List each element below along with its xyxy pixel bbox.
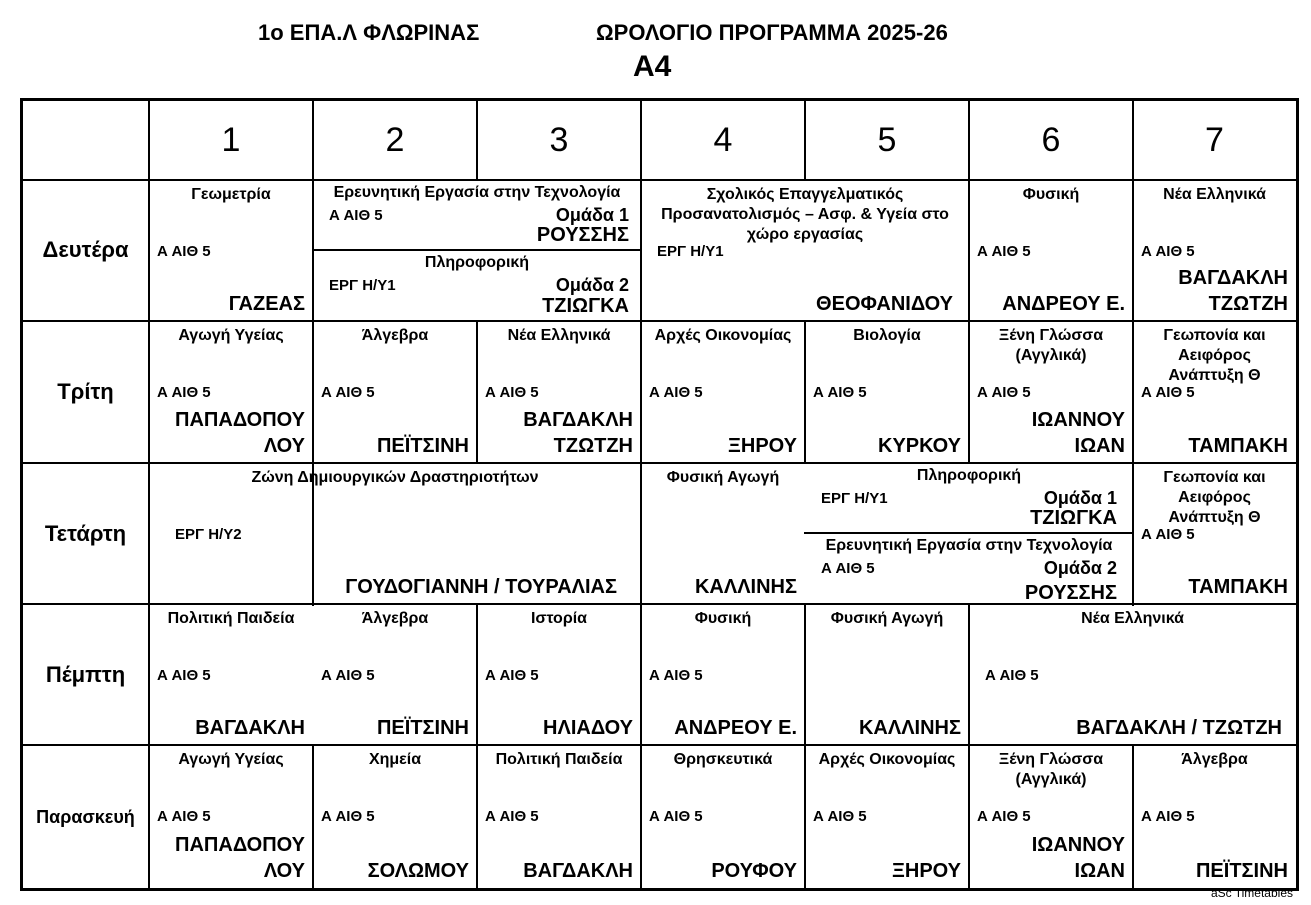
lesson-teacher: ΚΑΛΛΙΝΗΣ <box>858 717 961 739</box>
lesson-cell <box>969 605 1296 745</box>
lesson-room: Α ΑΙΘ 5 <box>821 560 875 577</box>
lesson-cell <box>969 181 1133 321</box>
lesson-teacher: ΓΟΥΔΟΓΙΑΝΝΗ / ΤΟΥΡΑΛΙΑΣ <box>345 576 617 598</box>
lesson-subject: Φυσική <box>694 610 752 627</box>
lesson-group: Ομάδα 2 <box>555 275 629 295</box>
school-name: 1ο ΕΠΑ.Λ ΦΛΩΡΙΝΑΣ <box>258 20 480 45</box>
lesson-room: Α ΑΙΘ 5 <box>977 808 1031 825</box>
lesson-subject: Σχολικός Επαγγελματικός Προσανατολισμός – Ασφ. & Υγεία στο χώρο εργασίας <box>661 186 949 243</box>
lesson-subject: Πολιτική Παιδεία <box>167 610 295 627</box>
lesson-teacher: ΒΑΓΔΑΚΛΗ <box>523 860 633 882</box>
lesson-cell <box>149 746 313 888</box>
lesson-cell <box>1133 322 1296 463</box>
lesson-room: Α ΑΙΘ 5 <box>157 243 211 260</box>
lesson-cell-group-1 <box>313 181 641 250</box>
lesson-teacher: ΤΖΙΩΓΚΑ <box>1030 507 1117 529</box>
lesson-teacher: ΚΥΡΚΟΥ <box>878 435 961 457</box>
lesson-teacher: ΓΑΖΕΑΣ <box>228 293 305 315</box>
lesson-subject: Ερευνητική Εργασία στην Τεχνολογία <box>825 537 1113 554</box>
lesson-subject: Χημεία <box>368 751 422 768</box>
lesson-teacher: ΡΟΥΣΣΗΣ <box>536 224 629 246</box>
lesson-cell <box>149 181 313 321</box>
lesson-room: ΕΡΓ Η/Υ1 <box>821 490 888 507</box>
lesson-room: Α ΑΙΘ 5 <box>649 384 703 401</box>
lesson-cell <box>641 746 805 888</box>
lesson-room: Α ΑΙΘ 5 <box>157 808 211 825</box>
lesson-cell <box>641 464 805 604</box>
lesson-room: Α ΑΙΘ 5 <box>1141 808 1195 825</box>
lesson-cell <box>149 605 313 745</box>
lesson-subject: Ερευνητική Εργασία στην Τεχνολογία <box>333 184 621 201</box>
lesson-room: Α ΑΙΘ 5 <box>649 808 703 825</box>
lesson-subject: Πληροφορική <box>916 467 1022 484</box>
lesson-teacher: ΣΟΛΩΜΟΥ <box>367 860 469 882</box>
lesson-subject: Φυσική Αγωγή <box>830 610 944 627</box>
lesson-cell-group-2 <box>313 251 641 321</box>
lesson-room: Α ΑΙΘ 5 <box>485 808 539 825</box>
lesson-cell <box>805 322 969 463</box>
period-1: 1 <box>221 121 241 159</box>
lesson-subject: Ζώνη Δημιουργικών Δραστηριοτήτων <box>251 469 539 486</box>
lesson-cell <box>969 746 1133 888</box>
lesson-cell-group-2 <box>805 534 1133 604</box>
lesson-room: Α ΑΙΘ 5 <box>1141 526 1195 543</box>
period-3: 3 <box>549 121 569 159</box>
lesson-subject: Γεωπονία και Αειφόρος Ανάπτυξη Θ <box>1163 469 1266 526</box>
lesson-room: ΕΡΓ Η/Υ2 <box>175 526 242 543</box>
period-7: 7 <box>1205 121 1224 159</box>
lesson-room: Α ΑΙΘ 5 <box>813 384 867 401</box>
lesson-room: Α ΑΙΘ 5 <box>985 667 1039 684</box>
lesson-subject: Πολιτική Παιδεία <box>495 751 623 768</box>
lesson-subject: Φυσική <box>1022 186 1080 203</box>
lesson-teacher: ΙΩΑΝΝΟΥ ΙΩΑΝ <box>1031 409 1125 457</box>
lesson-room: Α ΑΙΘ 5 <box>321 667 375 684</box>
lesson-teacher: ΙΩΑΝΝΟΥ ΙΩΑΝ <box>1031 834 1125 882</box>
lesson-teacher: ΠΕΪΤΣΙΝΗ <box>376 435 469 457</box>
lesson-cell-group-1 <box>805 464 1133 533</box>
lesson-cell <box>969 322 1133 463</box>
lesson-teacher: ΒΑΓΔΑΚΛΗ ΤΖΩΤΖΗ <box>523 409 633 457</box>
lesson-room: Α ΑΙΘ 5 <box>649 667 703 684</box>
period-6: 6 <box>1041 121 1061 159</box>
lesson-subject: Αγωγή Υγείας <box>178 327 284 344</box>
lesson-cell <box>477 746 641 888</box>
lesson-group: Ομάδα 1 <box>1043 488 1117 508</box>
lesson-teacher: ΒΑΓΔΑΚΛΗ / ΤΖΩΤΖΗ <box>1076 717 1282 739</box>
lesson-teacher: ΑΝΔΡΕΟΥ Ε. <box>1002 293 1125 315</box>
lesson-subject: Νέα Ελληνικά <box>1163 186 1266 203</box>
lesson-group: Ομάδα 2 <box>1043 558 1117 578</box>
lesson-subject: Αρχές Οικονομίας <box>654 327 792 344</box>
lesson-room: Α ΑΙΘ 5 <box>157 384 211 401</box>
lesson-teacher: ΒΑΓΔΑΚΛΗ ΤΖΩΤΖΗ <box>1178 267 1288 315</box>
lesson-room: Α ΑΙΘ 5 <box>485 384 539 401</box>
lesson-subject: Άλγεβρα <box>361 327 429 344</box>
lesson-room: Α ΑΙΘ 5 <box>1141 384 1195 401</box>
footer-credit: aSc Timetables <box>1210 886 1293 900</box>
lesson-cell <box>1133 746 1296 888</box>
lesson-cell <box>641 605 805 745</box>
lesson-cell <box>149 464 641 604</box>
period-2: 2 <box>385 121 405 159</box>
lesson-subject: Νέα Ελληνικά <box>507 327 611 344</box>
period-5: 5 <box>877 121 897 159</box>
lesson-teacher: ΤΑΜΠΑΚΗ <box>1188 435 1288 457</box>
lesson-room: Α ΑΙΘ 5 <box>321 808 375 825</box>
lesson-subject: Φυσική Αγωγή <box>666 469 780 486</box>
lesson-teacher: ΞΗΡΟΥ <box>892 860 961 882</box>
lesson-subject: Θρησκευτικά <box>673 751 773 768</box>
lesson-room: Α ΑΙΘ 5 <box>157 667 211 684</box>
lesson-cell <box>477 605 641 745</box>
lesson-teacher: ΡΟΥΣΣΗΣ <box>1024 582 1117 604</box>
lesson-cell <box>313 322 477 463</box>
timetable-grid <box>20 98 1299 891</box>
lesson-subject: Αρχές Οικονομίας <box>818 751 956 768</box>
lesson-subject: Πληροφορική <box>424 254 530 271</box>
lesson-subject: Νέα Ελληνικά <box>1081 610 1184 627</box>
day-thursday: Πέμπτη <box>45 662 126 687</box>
lesson-cell <box>313 746 477 888</box>
lesson-subject: Άλγεβρα <box>1181 751 1248 768</box>
lesson-teacher: ΠΕΪΤΣΙΝΗ <box>1195 860 1288 882</box>
lesson-teacher: ΠΑΠΑΔΟΠΟΥ ΛΟΥ <box>175 409 305 457</box>
lesson-cell <box>641 322 805 463</box>
day-monday: Δευτέρα <box>42 237 129 262</box>
lesson-teacher: ΤΑΜΠΑΚΗ <box>1188 576 1288 598</box>
lesson-subject: Βιολογία <box>853 327 921 344</box>
lesson-cell <box>641 181 969 321</box>
lesson-teacher: ΠΑΠΑΔΟΠΟΥ ΛΟΥ <box>175 834 305 882</box>
lesson-room: Α ΑΙΘ 5 <box>977 243 1031 260</box>
lesson-subject: Αγωγή Υγείας <box>178 751 284 768</box>
lesson-teacher: ΗΛΙΑΔΟΥ <box>543 717 633 739</box>
lesson-teacher: ΤΖΙΩΓΚΑ <box>542 295 629 317</box>
lesson-cell <box>805 605 969 745</box>
lesson-teacher: ΘΕΟΦΑΝΙΔΟΥ <box>816 293 953 315</box>
lesson-teacher: ΑΝΔΡΕΟΥ Ε. <box>674 717 797 739</box>
lesson-teacher: ΠΕΪΤΣΙΝΗ <box>376 717 469 739</box>
lesson-teacher: ΡΟΥΦΟΥ <box>711 860 797 882</box>
lesson-cell <box>313 605 477 745</box>
class-name: Α4 <box>633 50 672 83</box>
lesson-room: Α ΑΙΘ 5 <box>977 384 1031 401</box>
lesson-group: Ομάδα 1 <box>555 205 629 225</box>
lesson-cell <box>805 746 969 888</box>
lesson-room: Α ΑΙΘ 5 <box>813 808 867 825</box>
lesson-cell <box>1133 464 1296 604</box>
lesson-subject: Ιστορία <box>530 610 588 627</box>
lesson-teacher: ΞΗΡΟΥ <box>728 435 797 457</box>
lesson-subject: Ξένη Γλώσσα (Αγγλικά) <box>998 751 1104 788</box>
lesson-teacher: ΚΑΛΛΙΝΗΣ <box>694 576 797 598</box>
lesson-room: Α ΑΙΘ 5 <box>329 207 383 224</box>
lesson-subject: Ξένη Γλώσσα (Αγγλικά) <box>998 327 1104 364</box>
day-tuesday: Τρίτη <box>57 379 114 404</box>
lesson-teacher: ΒΑΓΔΑΚΛΗ <box>195 717 305 739</box>
period-4: 4 <box>713 121 733 159</box>
day-wednesday: Τετάρτη <box>44 521 127 546</box>
lesson-subject: Γεωπονία και Αειφόρος Ανάπτυξη Θ <box>1163 327 1266 384</box>
lesson-cell <box>149 322 313 463</box>
lesson-room: ΕΡΓ Η/Υ1 <box>657 243 724 260</box>
lesson-subject: Γεωμετρία <box>191 186 271 203</box>
lesson-subject: Άλγεβρα <box>361 610 429 627</box>
timetable-title: ΩΡΟΛΟΓΙΟ ΠΡΟΓΡΑΜΜΑ 2025-26 <box>596 20 948 45</box>
lesson-cell <box>1133 181 1296 321</box>
lesson-room: ΕΡΓ Η/Υ1 <box>329 277 396 294</box>
lesson-room: Α ΑΙΘ 5 <box>485 667 539 684</box>
lesson-cell <box>477 322 641 463</box>
day-friday: Παρασκευή <box>36 807 135 827</box>
lesson-room: Α ΑΙΘ 5 <box>1141 243 1195 260</box>
lesson-room: Α ΑΙΘ 5 <box>321 384 375 401</box>
